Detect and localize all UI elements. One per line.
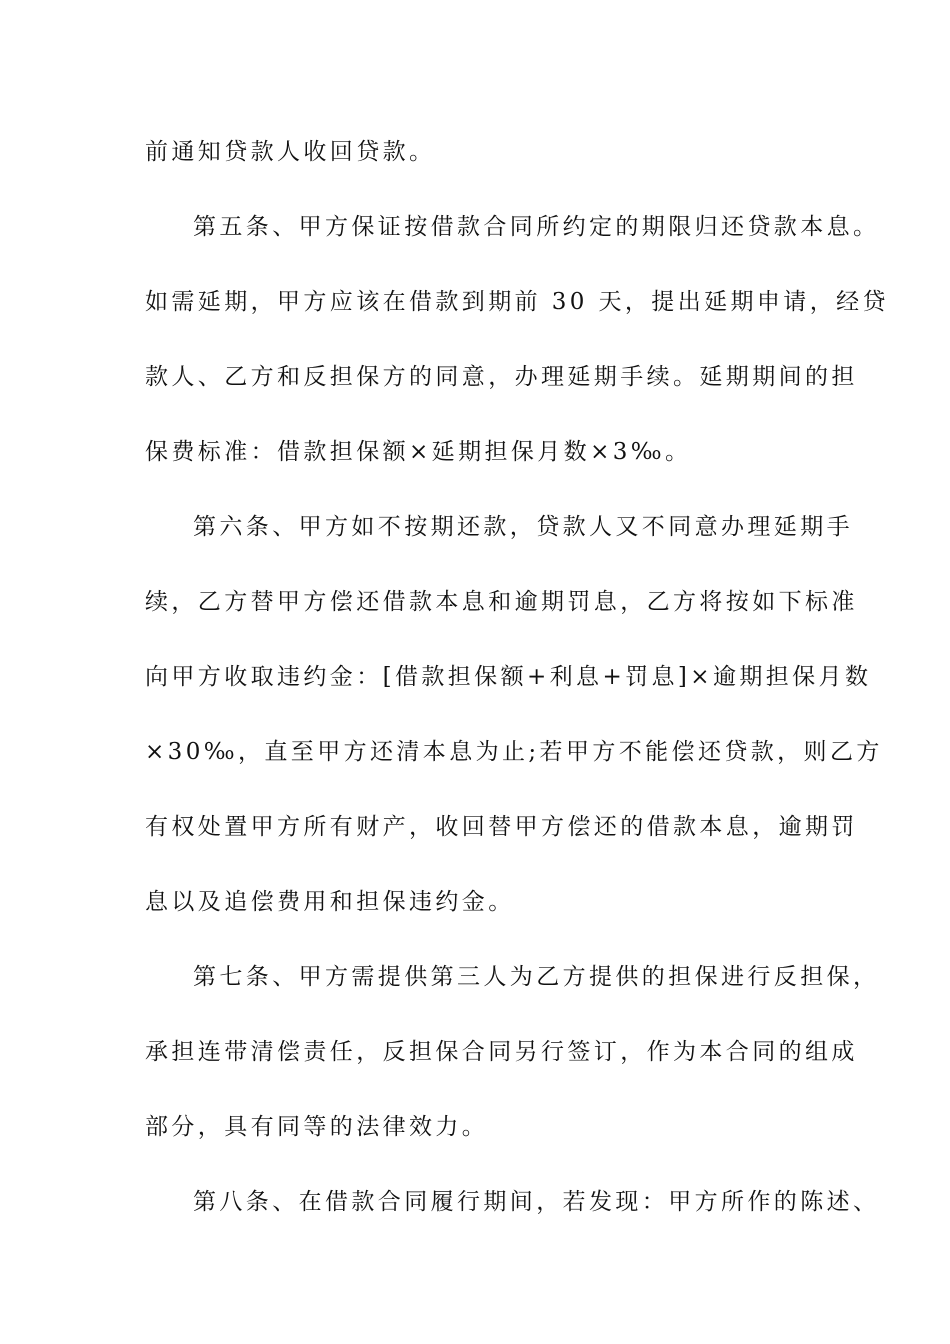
paragraph-start-article-8: 第八条、在借款合同履行期间，若发现：甲方所作的陈述、 (193, 1189, 880, 1215)
paragraph-start-article-5: 第五条、甲方保证按借款合同所约定的期限归还贷款本息。 (193, 214, 880, 240)
text-line: 款人、乙方和反担保方的同意，办理延期手续。延期期间的担 (145, 364, 858, 390)
text-line: 息以及追偿费用和担保违约金。 (145, 889, 515, 915)
paragraph-start-article-7: 第七条、甲方需提供第三人为乙方提供的担保进行反担保， (193, 964, 880, 990)
text-line: 有权处置甲方所有财产，收回替甲方偿还的借款本息，逾期罚 (145, 814, 858, 840)
text-line: 保费标准：借款担保额×延期担保月数×3‰。 (145, 439, 692, 465)
text-line: ×30‰，直至甲方还清本息为止;若甲方不能偿还贷款，则乙方 (145, 739, 883, 765)
text-line: 如需延期，甲方应该在借款到期前 30 天，提出延期申请，经贷 (145, 289, 889, 315)
text-line: 前通知贷款人收回贷款。 (145, 139, 436, 165)
text-line: 续，乙方替甲方偿还借款本息和逾期罚息，乙方将按如下标准 (145, 589, 858, 615)
paragraph-start-article-6: 第六条、甲方如不按期还款，贷款人又不同意办理延期手 (193, 514, 853, 540)
text-line: 承担连带清偿责任，反担保合同另行签订，作为本合同的组成 (145, 1039, 858, 1065)
text-line: 向甲方收取违约金：[借款担保额+利息+罚息]×逾期担保月数 (145, 664, 872, 690)
text-line: 部分，具有同等的法律效力。 (145, 1114, 489, 1140)
